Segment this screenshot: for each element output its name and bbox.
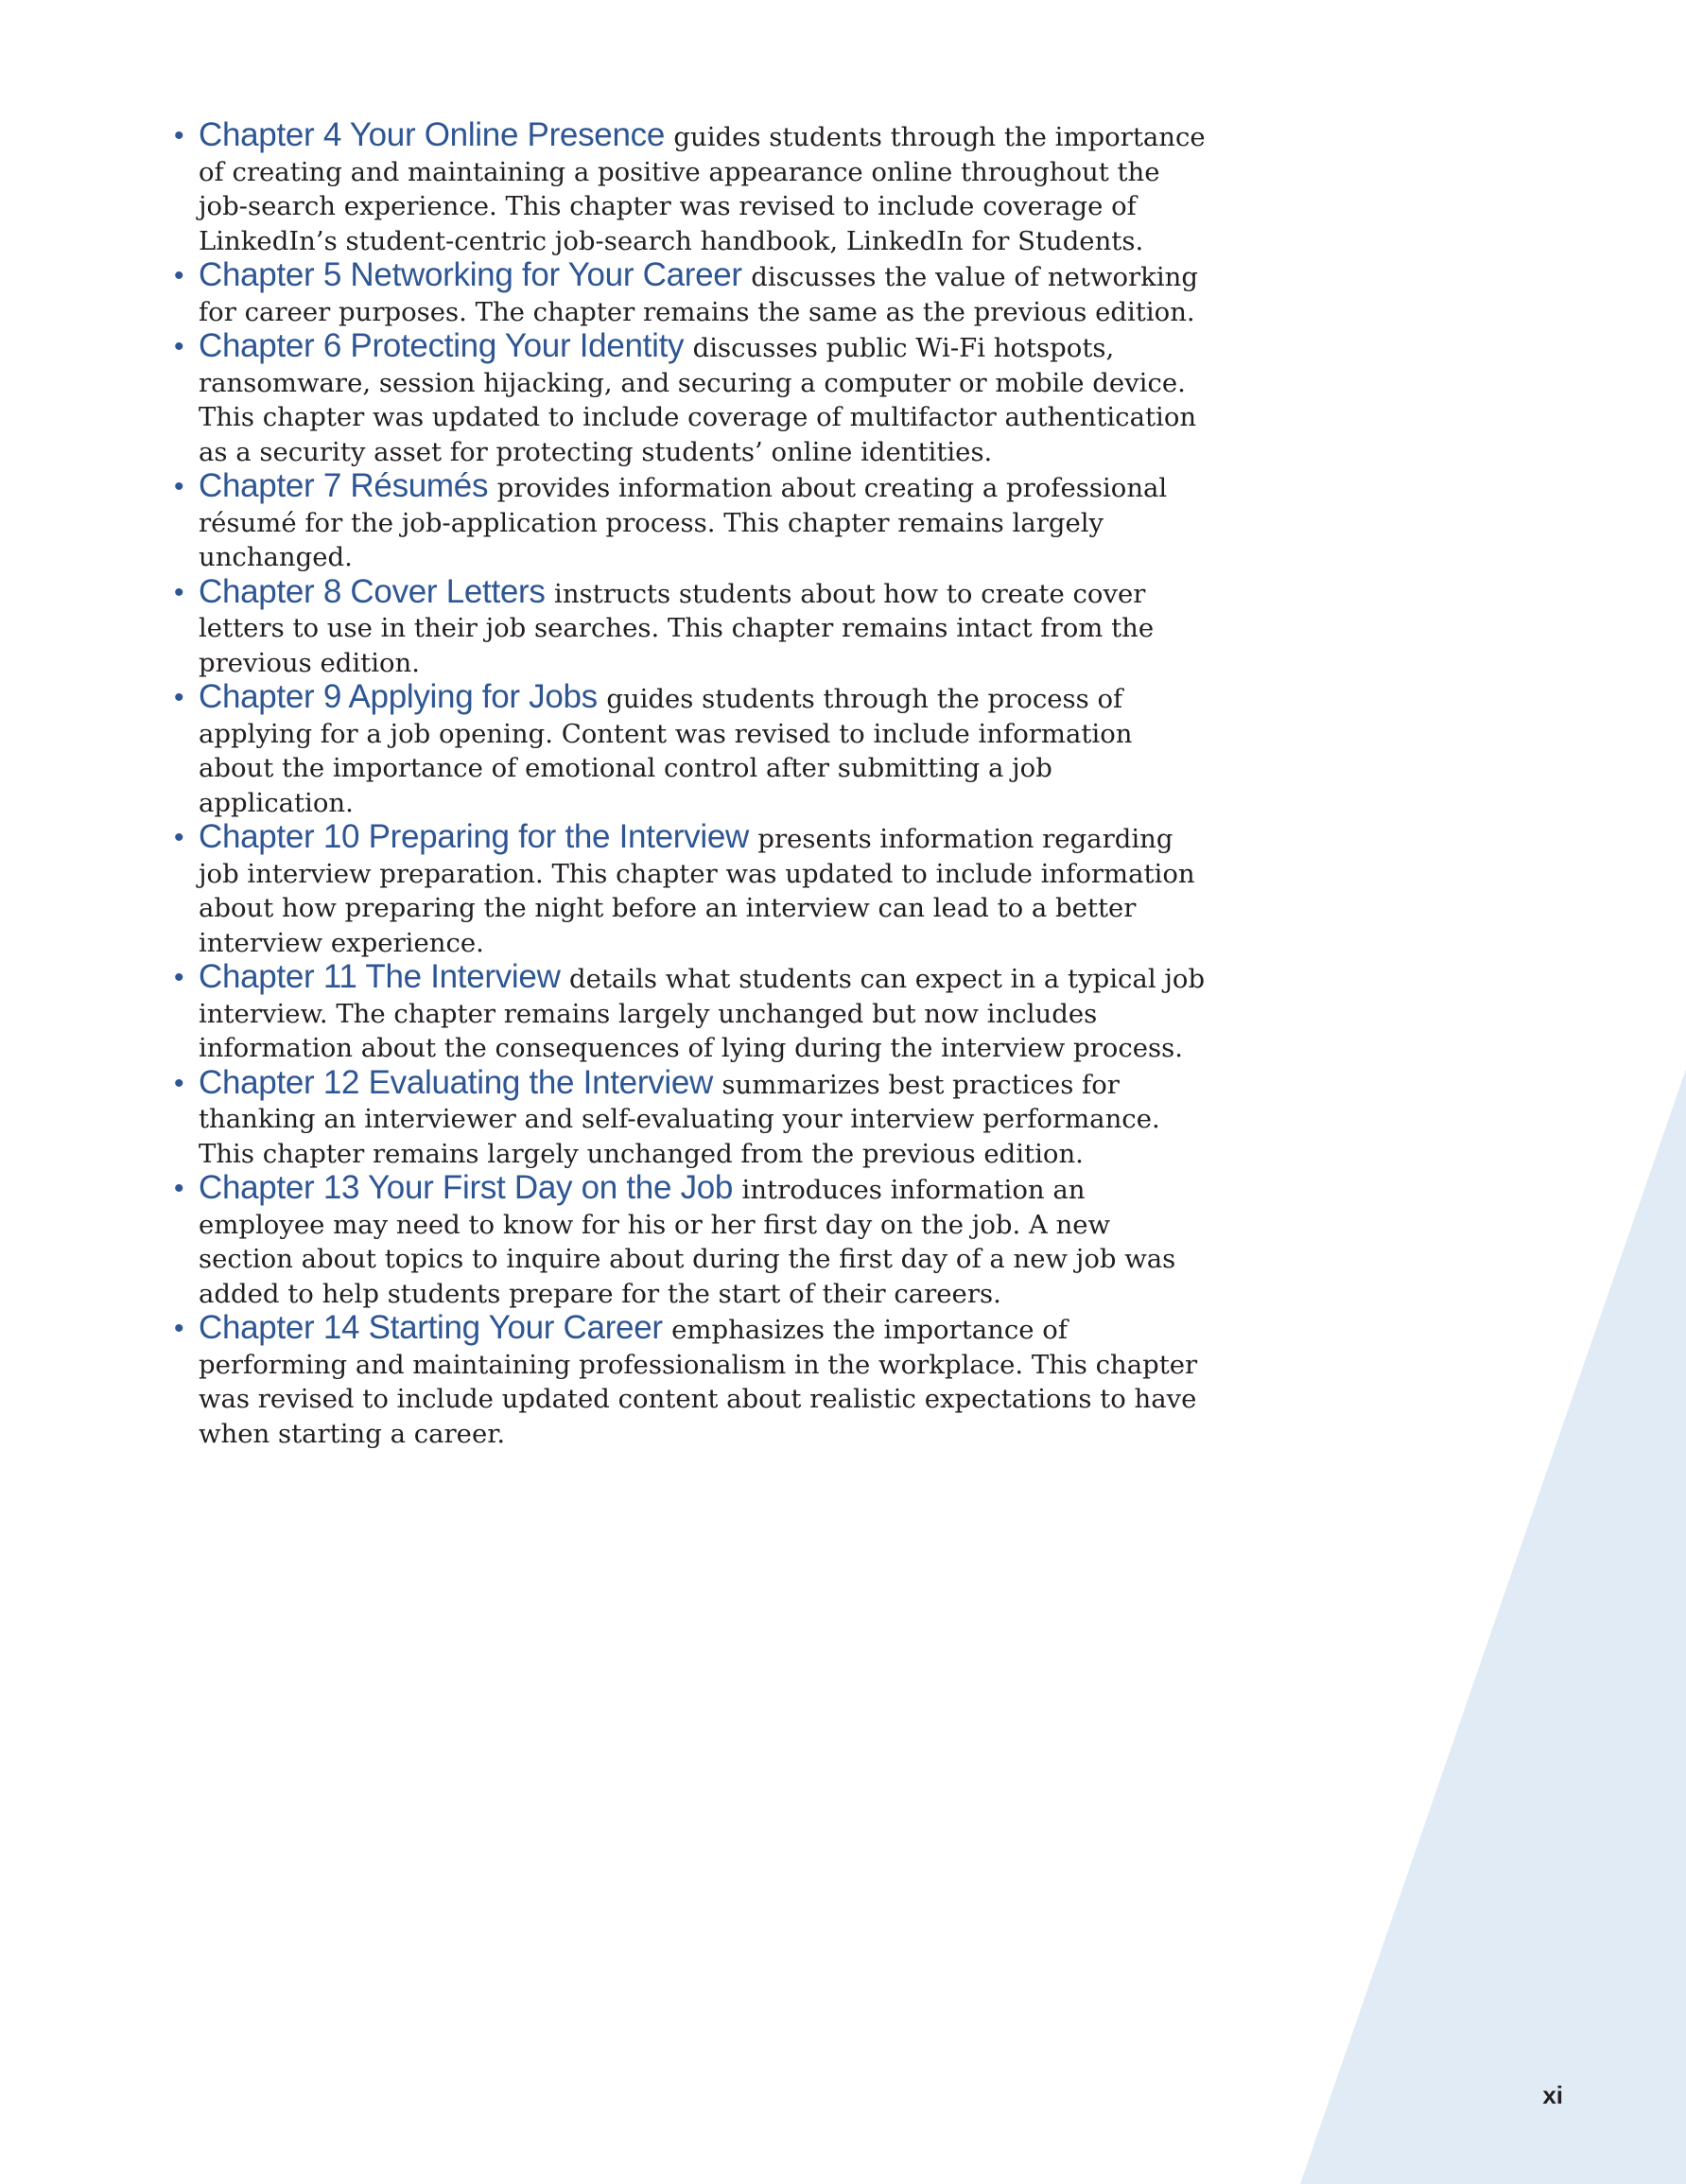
chapter-description: instructs students about how to create cover letters to use in their job searches. This chapter remains intact from the previous edition.: [199, 578, 1155, 678]
chapter-item-7: [170, 469, 1210, 575]
chapter-title: Chapter 4 Your Online Presence: [199, 116, 674, 153]
chapter-title: Chapter 10 Preparing for the Interview: [199, 818, 758, 855]
chapter-description: introduces information an employee may need to know for his or her first day on the job. A new section about topics to inquire about during the first day of a new job was added to help students prepare for the start of their careers.: [199, 1175, 1176, 1309]
bullet-icon: •: [174, 331, 184, 362]
chapter-title: Chapter 13 Your First Day on the Job: [199, 1169, 742, 1206]
chapter-item-5: [170, 258, 1210, 329]
bullet-icon: •: [174, 1313, 184, 1344]
chapter-description: presents information regarding job interview preparation. This chapter was updated to include information about how preparing the night before an interview can lead to a better interview experience.: [199, 824, 1195, 958]
chapter-item-9: [170, 680, 1210, 820]
chapter-item-6: [170, 329, 1210, 469]
chapter-item-4: [170, 118, 1210, 258]
chapter-title: Chapter 12 Evaluating the Interview: [199, 1063, 722, 1101]
chapter-title: Chapter 6 Protecting Your Identity: [199, 327, 693, 364]
chapter-list: [170, 118, 1210, 1451]
chapter-description: guides students through the process of applying for a job opening. Content was revised to include information about the importance of emotional control after submitting a job application.: [199, 684, 1133, 818]
chapter-item-11: [170, 960, 1210, 1066]
chapter-description: discusses the value of networking for career purposes. The chapter remains the same as the previous edition.: [199, 262, 1198, 327]
chapter-description: summarizes best practices for thanking an interviewer and self-evaluating your interview performance. This chapter remains largely unchanged from the previous edition.: [199, 1069, 1160, 1169]
bullet-icon: •: [174, 120, 184, 151]
chapter-title: Chapter 5 Networking for Your Career: [199, 256, 752, 293]
page-number: xi: [1542, 2081, 1563, 2109]
bullet-icon: •: [174, 471, 184, 502]
chapter-title: Chapter 9 Applying for Jobs: [199, 678, 607, 715]
chapter-item-14: [170, 1311, 1210, 1451]
chapter-title: Chapter 8 Cover Letters: [199, 572, 555, 610]
chapter-item-10: [170, 820, 1210, 960]
bullet-icon: •: [174, 962, 184, 993]
chapter-description: provides information about creating a professional résumé for the job-application process. This chapter remains largely unchanged.: [199, 473, 1168, 572]
chapter-description: emphasizes the importance of performing and maintaining professionalism in the workplace. This chapter was revised to include updated content about realistic expectations to have when starting a career.: [199, 1315, 1198, 1449]
bullet-icon: •: [174, 682, 184, 713]
chapter-title: Chapter 11 The Interview: [199, 958, 569, 995]
chapter-title: Chapter 14 Starting Your Career: [199, 1309, 672, 1346]
chapter-description: discusses public Wi-Fi hotspots, ransomware, session hijacking, and securing a computer or mobile device. This chapter was updated to include coverage of multifactor authentication as a security asset for protecting students’ online identities.: [199, 333, 1197, 467]
chapter-summary-section: [170, 118, 1210, 1451]
chapter-title: Chapter 7 Résumés: [199, 467, 497, 504]
bullet-icon: •: [174, 576, 184, 608]
chapter-item-8: [170, 572, 1210, 681]
chapter-description: details what students can expect in a typical job interview. The chapter remains largely unchanged but now includes information about the consequences of lying during the interview process.: [199, 964, 1206, 1063]
bullet-icon: •: [174, 1067, 184, 1099]
chapter-description: guides students through the importance of creating and maintaining a positive appearance online throughout the job-search experience. This chapter was revised to include coverage of LinkedIn’s student-centric job-search handbook, LinkedIn for Students.: [199, 122, 1206, 256]
bullet-icon: •: [174, 260, 184, 291]
bullet-icon: •: [174, 822, 184, 853]
chapter-item-13: [170, 1171, 1210, 1311]
bullet-icon: •: [174, 1173, 184, 1204]
chapter-item-12: [170, 1063, 1210, 1172]
